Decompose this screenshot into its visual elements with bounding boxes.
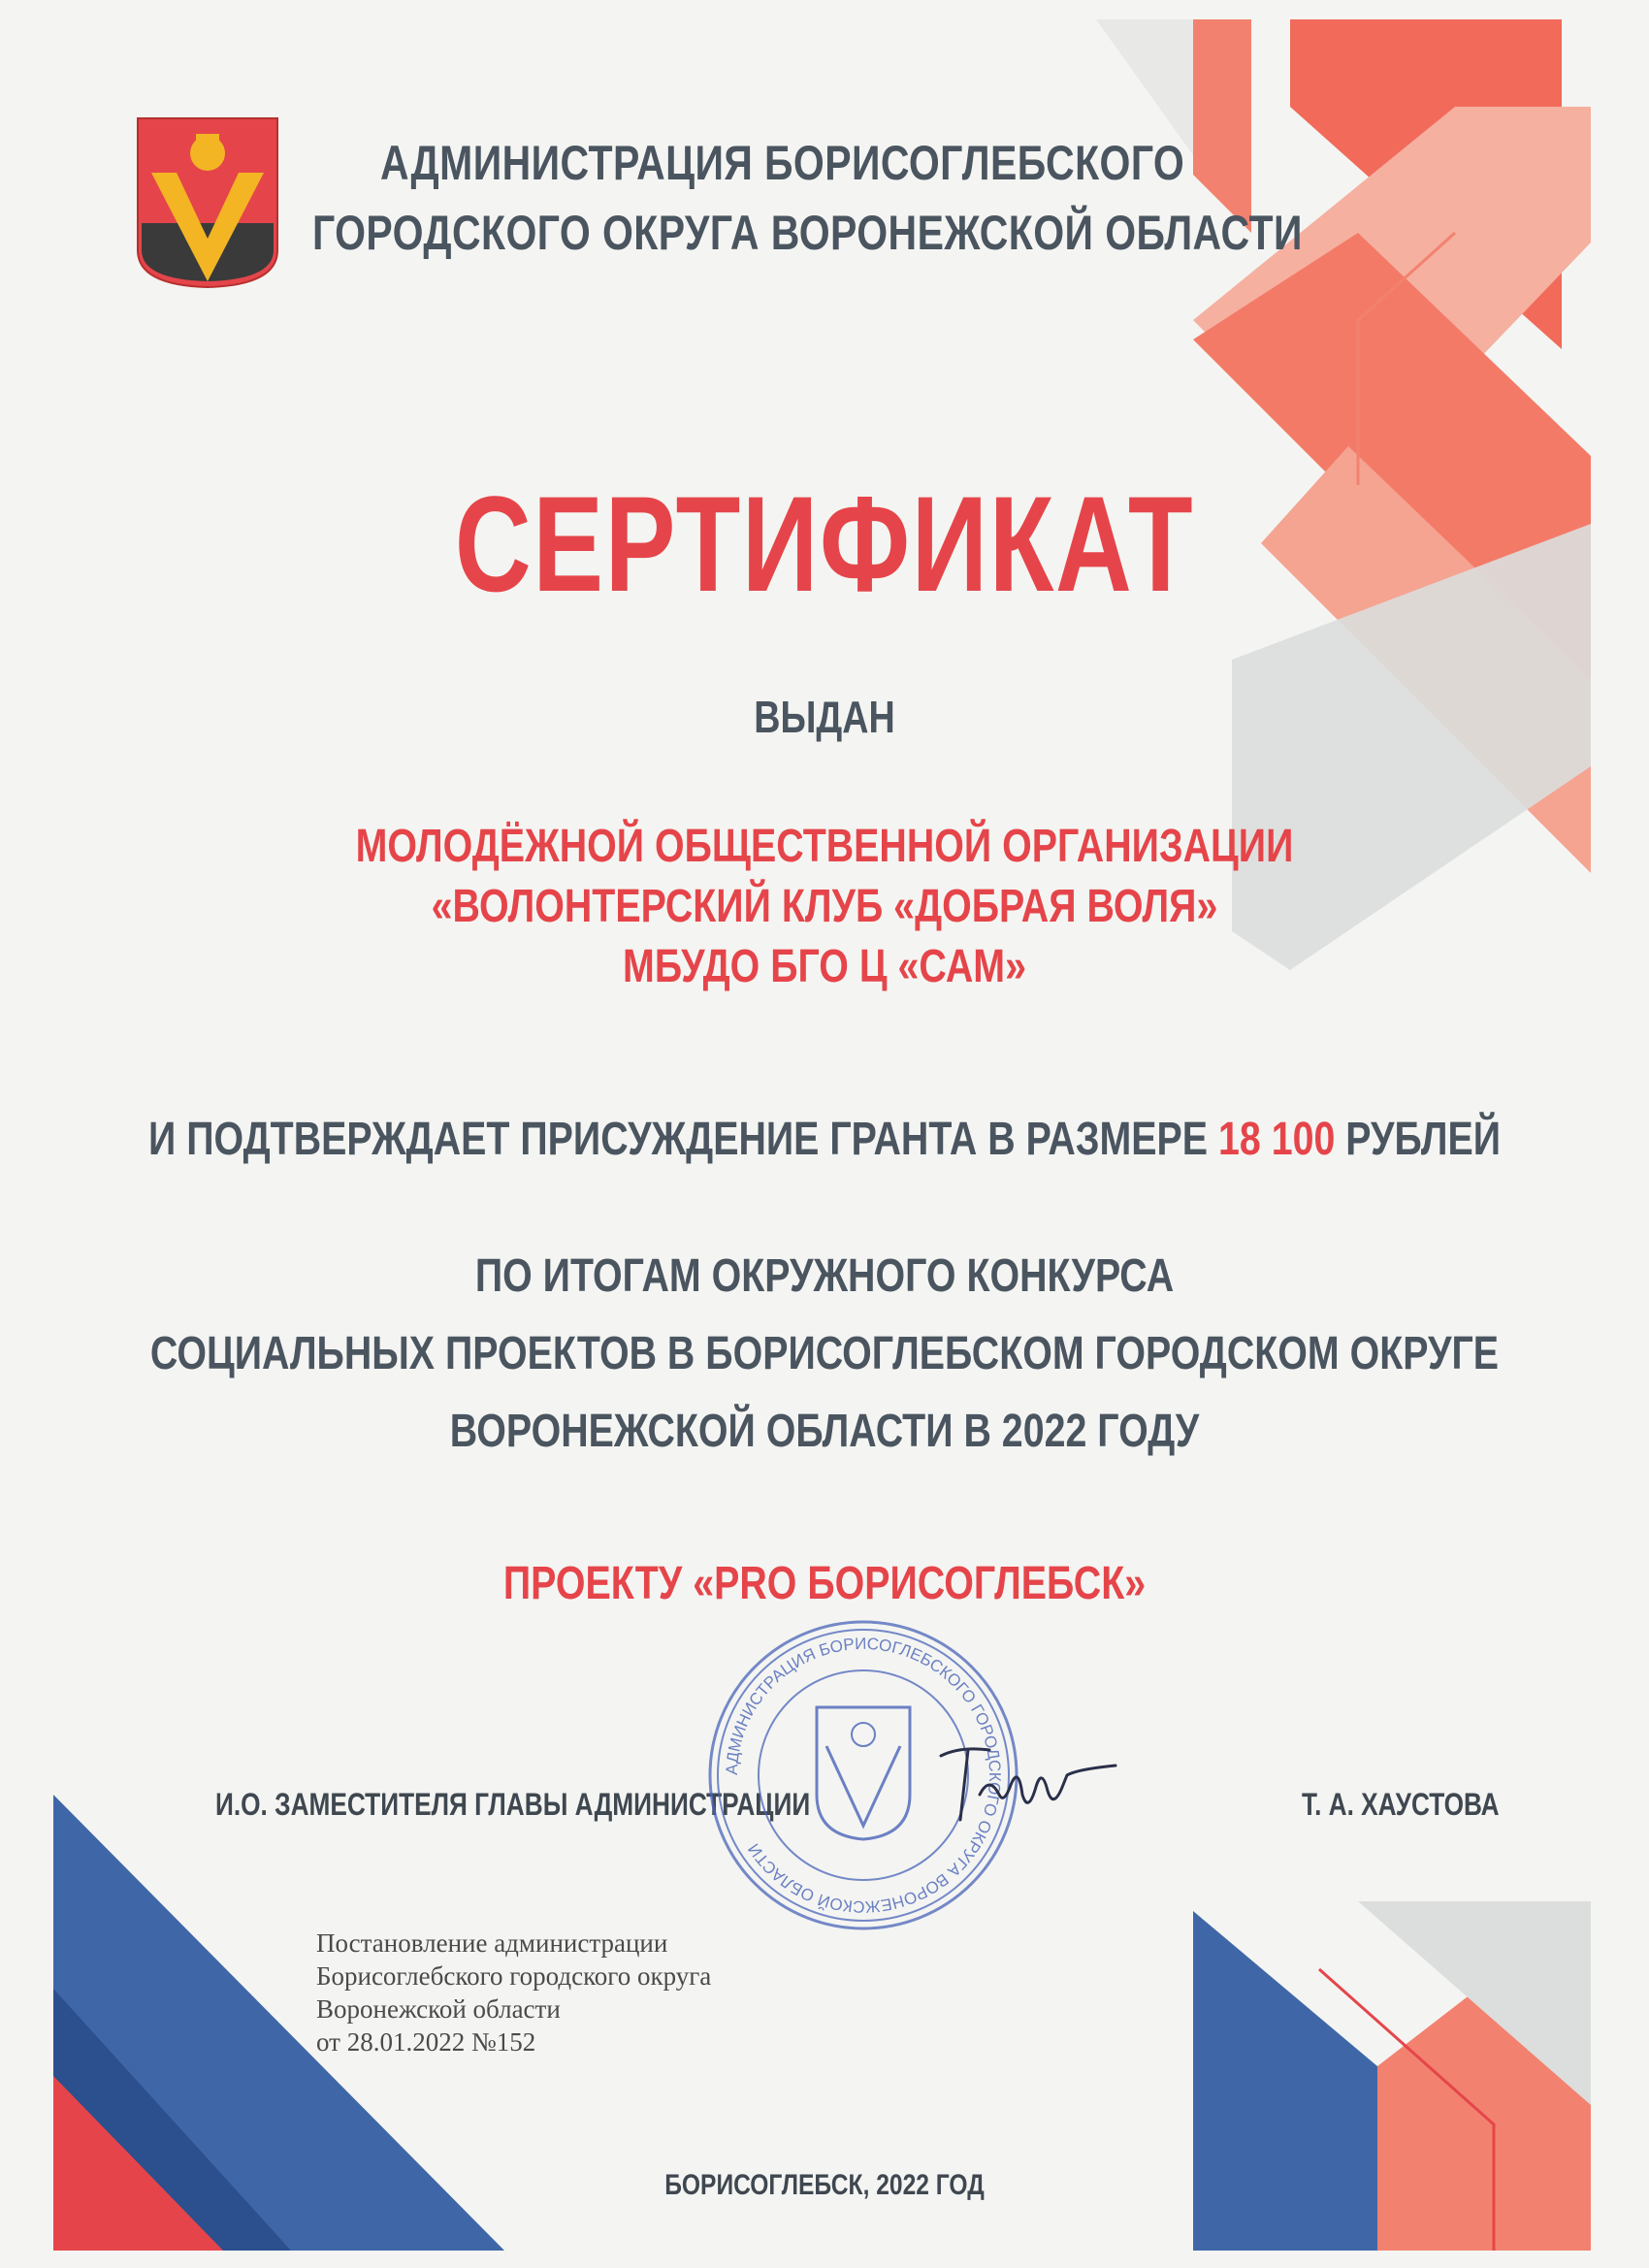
signatory-position: И.О. ЗАМЕСТИТЕЛЯ ГЛАВЫ АДМИНИСТРАЦИИ: [215, 1787, 811, 1822]
decree-line-4: от 28.01.2022 №152: [316, 2027, 536, 2057]
issuer-line-2: ГОРОДСКОГО ОКРУГА ВОРОНЕЖСКОЙ ОБЛАСТИ: [312, 206, 1303, 260]
grant-suffix: РУБЛЕЙ: [1345, 1114, 1501, 1165]
contest-block: [148, 1238, 1501, 1471]
recipient-block: [148, 817, 1501, 997]
contest-line-3: ВОРОНЕЖСКОЙ ОБЛАСТИ В 2022 ГОДУ: [449, 1406, 1200, 1457]
decree-line-2: Борисоглебского городского округа: [316, 1961, 712, 1991]
issuer-line-1: АДМИНИСТРАЦИЯ БОРИСОГЛЕБСКОГО: [380, 136, 1185, 190]
recipient-line-1: МОЛОДЁЖНОЙ ОБЩЕСТВЕННОЙ ОРГАНИЗАЦИИ: [355, 821, 1294, 872]
contest-line-1: ПО ИТОГАМ ОКРУЖНОГО КОНКУРСА: [474, 1250, 1175, 1302]
decree-reference: [316, 1927, 711, 2058]
grant-prefix: И ПОДТВЕРЖДАЕТ ПРИСУЖДЕНИЕ ГРАНТА В РАЗМЕРЕ: [148, 1114, 1209, 1165]
grant-amount: 18 100: [1217, 1114, 1336, 1165]
certificate-title: СЕРТИФИКАТ: [454, 468, 1195, 620]
recipient-line-2: «ВОЛОНТЕРСКИЙ КЛУБ «ДОБРАЯ ВОЛЯ»: [431, 881, 1218, 932]
coat-of-arms-icon: [134, 114, 281, 289]
decree-line-1: Постановление администрации: [316, 1928, 668, 1958]
project-name: ПРОЕКТУ «PRO БОРИСОГЛЕБСК»: [502, 1558, 1147, 1609]
handwritten-signature: [922, 1727, 1135, 1833]
recipient-line-3: МБУДО БГО Ц «САМ»: [623, 941, 1026, 992]
footer-place-year: БОРИСОГЛЕБСК, 2022 ГОД: [664, 2169, 985, 2201]
grant-statement: [148, 1113, 1501, 1166]
issued-label: ВЫДАН: [754, 692, 895, 742]
decree-line-3: Воронежской области: [316, 1994, 561, 2024]
stamp-text: АДМИНИСТРАЦИЯ БОРИСОГЛЕБСКОГО ГОРОДСКОГО ОКРУГА ВОРОНЕЖСКОЙ ОБЛАСТИ: [722, 1634, 1005, 1917]
contest-line-2: СОЦИАЛЬНЫХ ПРОЕКТОВ В БОРИСОГЛЕБСКОМ ГОРОДСКОМ ОКРУГЕ: [149, 1328, 1500, 1379]
signatory-name: Т. А. ХАУСТОВА: [1302, 1787, 1500, 1822]
